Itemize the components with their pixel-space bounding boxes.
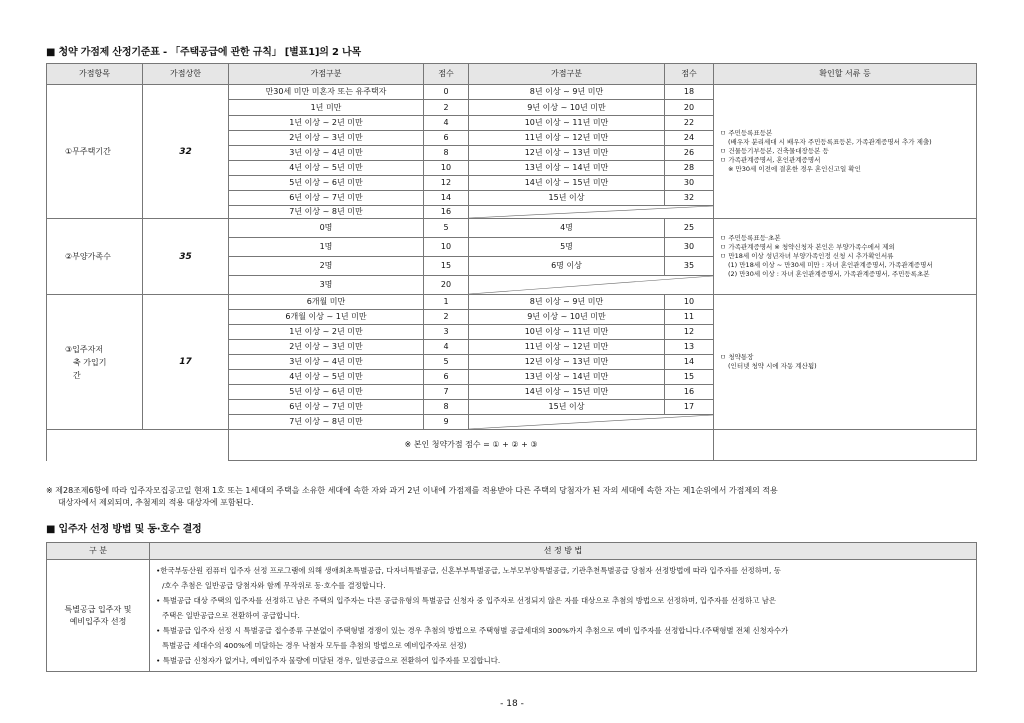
document-line: (배우자 분리세대 시 배우자 주민등록표등본, 가족관계증명서 추가 제출) — [728, 138, 932, 146]
document-line: ㅁ 청약통장 — [720, 353, 754, 361]
category-left: 1명 — [229, 238, 424, 257]
header-method: 선 정 방 법 — [150, 543, 977, 560]
score-row — [47, 295, 977, 310]
category-right: 13년 이상 ~ 14년 미만 — [469, 370, 665, 385]
empty-diagonal-cell — [469, 276, 714, 295]
score-left: 6 — [424, 370, 469, 385]
score-right: 30 — [665, 238, 714, 257]
score-left: 7 — [424, 385, 469, 400]
scoring-table-header — [47, 64, 977, 85]
scoring-table — [46, 63, 977, 461]
score-right: 28 — [665, 161, 714, 176]
score-right: 17 — [665, 400, 714, 415]
category-left: 2년 이상 ~ 3년 미만 — [229, 340, 424, 355]
category-left: 6년 이상 ~ 7년 미만 — [229, 191, 424, 206]
total-score-formula: ※ 본인 청약가점 점수 = ① + ② + ③ — [229, 430, 714, 461]
category-right: 13년 이상 ~ 14년 미만 — [469, 161, 665, 176]
selection-method-table — [46, 542, 977, 672]
document-line: (1) 만18세 이상 ~ 만30세 미만 : 자녀 혼인관계증명서, 가족관계증명서 — [728, 261, 933, 269]
category-left: 1년 이상 ~ 2년 미만 — [229, 116, 424, 131]
score-right: 13 — [665, 340, 714, 355]
score-right: 11 — [665, 310, 714, 325]
header-category-1: 가점구분 — [229, 64, 424, 85]
score-right: 24 — [665, 131, 714, 146]
category-left: 5년 이상 ~ 6년 미만 — [229, 385, 424, 400]
document-line: ㅁ 건물등기부등본, 건축물대장등본 등 — [720, 147, 829, 155]
score-left: 10 — [424, 161, 469, 176]
header-max: 가점상한 — [143, 64, 229, 85]
category-left: 만30세 미만 미혼자 또는 유주택자 — [229, 85, 424, 100]
category-left: 7년 이상 ~ 8년 미만 — [229, 206, 424, 219]
empty-diagonal-cell — [469, 415, 714, 430]
document-line: ㅁ 주민등록표등·초본 — [720, 234, 781, 242]
header-item: 가점항목 — [47, 64, 143, 85]
category-right: 9년 이상 ~ 10년 미만 — [469, 100, 665, 116]
score-right: 14 — [665, 355, 714, 370]
score-left: 8 — [424, 146, 469, 161]
category-right: 4명 — [469, 219, 665, 238]
score-max: 35 — [143, 219, 229, 295]
documents-list — [714, 295, 977, 430]
method-line: /호수 추첨은 일반공급 당첨자와 함께 무작위로 동·호수를 결정합니다. — [162, 581, 386, 590]
category-left: 7년 이상 ~ 8년 미만 — [229, 415, 424, 430]
method-line: •한국부동산원 컴퓨터 입주자 선정 프로그램에 의해 생애최초특별공급, 다자녀특별공급, 신혼부부특별공급, 노부모부양특별공급, 기관추천특별공급 당첨자 선정방법에 따라 입주자를 선정하며, 동 — [156, 566, 781, 575]
documents-list — [714, 219, 977, 295]
score-max: 32 — [143, 85, 229, 219]
category-left: 6개월 미만 — [229, 295, 424, 310]
header-score-2: 점수 — [665, 64, 714, 85]
category-left: 2년 이상 ~ 3년 미만 — [229, 131, 424, 146]
score-left: 0 — [424, 85, 469, 100]
category-left: 4년 이상 ~ 5년 미만 — [229, 161, 424, 176]
category-right: 5명 — [469, 238, 665, 257]
score-right: 20 — [665, 100, 714, 116]
score-left: 1 — [424, 295, 469, 310]
score-right: 26 — [665, 146, 714, 161]
category-right: 11년 이상 ~ 12년 미만 — [469, 340, 665, 355]
score-left: 16 — [424, 206, 469, 219]
document-line: ※ 만30세 이전에 결혼한 경우 혼인신고일 확인 — [728, 165, 861, 173]
score-left: 9 — [424, 415, 469, 430]
category-right: 10년 이상 ~ 11년 미만 — [469, 325, 665, 340]
category-right: 15년 이상 — [469, 191, 665, 206]
category-right: 15년 이상 — [469, 400, 665, 415]
score-max: 17 — [143, 295, 229, 430]
score-left: 3 — [424, 325, 469, 340]
header-documents: 확인할 서류 등 — [714, 64, 977, 85]
score-left: 4 — [424, 340, 469, 355]
selection-description — [150, 560, 977, 672]
score-left: 6 — [424, 131, 469, 146]
score-left: 8 — [424, 400, 469, 415]
scoring-note — [46, 485, 976, 509]
category-right: 10년 이상 ~ 11년 미만 — [469, 116, 665, 131]
category-left: 6년 이상 ~ 7년 미만 — [229, 400, 424, 415]
category-right: 12년 이상 ~ 13년 미만 — [469, 355, 665, 370]
category-left: 0명 — [229, 219, 424, 238]
section-title-selection: ■ 입주자 선정 방법 및 동·호수 결정 — [46, 524, 202, 535]
header-category-2: 가점구분 — [469, 64, 665, 85]
category-left: 3년 이상 ~ 4년 미만 — [229, 355, 424, 370]
document-line: ㅁ 가족관계증명서, 혼인관계증명서 — [720, 156, 821, 164]
document-line: ㅁ 가족관계증명서 ※ 청약신청자 본인은 부양가족수에서 제외 — [720, 243, 895, 251]
score-right: 30 — [665, 176, 714, 191]
method-line: 주택은 일반공급으로 전환하여 공급합니다. — [162, 611, 300, 620]
score-right: 12 — [665, 325, 714, 340]
method-line: • 특별공급 입주자 선정 시 특별공급 접수종류 구분없이 주택형별 경쟁이 있는 경우 추첨의 방법으로 주택형별 공급세대의 300%까지 추첨으로 예비 입주자를 선정합니다.(주택형별 전체 신청자수가 — [156, 626, 789, 635]
page-number: - 18 - — [500, 699, 524, 709]
category-right: 14년 이상 ~ 15년 미만 — [469, 176, 665, 191]
category-right: 8년 이상 ~ 9년 미만 — [469, 295, 665, 310]
category-left: 4년 이상 ~ 5년 미만 — [229, 370, 424, 385]
documents-list — [714, 85, 977, 219]
score-right: 32 — [665, 191, 714, 206]
document-line: (인터넷 청약 시에 자동 계산됨) — [728, 362, 817, 370]
score-right: 18 — [665, 85, 714, 100]
empty-diagonal-cell — [469, 206, 714, 219]
score-left: 5 — [424, 219, 469, 238]
score-item-label: ③입주자저 축 가입기 간 — [47, 295, 143, 430]
score-left: 12 — [424, 176, 469, 191]
category-left: 3명 — [229, 276, 424, 295]
category-right: 6명 이상 — [469, 257, 665, 276]
selection-label: 특별공급 입주자 및 예비입주자 선정 — [47, 560, 150, 672]
score-right: 22 — [665, 116, 714, 131]
note-line: ※ 제28조제6항에 따라 입주자모집공고일 현재 1호 또는 1세대의 주택을 소유한 세대에 속한 자와 과거 2년 이내에 가점제를 적용받아 다른 주택의 당첨자가 된 자의 세대에 속한 자는 제1순위에서 가점제의 적용 — [46, 486, 778, 495]
category-left: 3년 이상 ~ 4년 미만 — [229, 146, 424, 161]
document-line: ㅁ 만18세 이상 성년자녀 부양가족인정 신청 시 추가확인서류 — [720, 252, 894, 260]
category-right: 14년 이상 ~ 15년 미만 — [469, 385, 665, 400]
method-line: • 특별공급 대상 주택의 입주자를 선정하고 남은 주택의 입주자는 다른 공급유형의 특별공급 신청자 중 입주자로 선정되지 않은 자를 대상으로 추첨의 방법으로 선정하며, 입주자를 선정하고 남은 — [156, 596, 776, 605]
score-left: 5 — [424, 355, 469, 370]
category-right: 9년 이상 ~ 10년 미만 — [469, 310, 665, 325]
score-right: 25 — [665, 219, 714, 238]
score-left: 20 — [424, 276, 469, 295]
document-line: ㅁ 주민등록표등본 — [720, 129, 773, 137]
score-left: 2 — [424, 310, 469, 325]
score-row — [47, 85, 977, 100]
category-left: 5년 이상 ~ 6년 미만 — [229, 176, 424, 191]
score-row — [47, 219, 977, 238]
header-division: 구 분 — [47, 543, 150, 560]
note-line: 대상자에서 제외되며, 추첨제의 적용 대상자에 포함된다. — [58, 498, 254, 507]
category-left: 1년 이상 ~ 2년 미만 — [229, 325, 424, 340]
header-score-1: 점수 — [424, 64, 469, 85]
document-line: (2) 만30세 이상 : 자녀 혼인관계증명서, 가족관계증명서, 주민등록초본 — [728, 270, 930, 278]
score-right: 16 — [665, 385, 714, 400]
category-right: 11년 이상 ~ 12년 미만 — [469, 131, 665, 146]
category-left: 2명 — [229, 257, 424, 276]
category-right: 12년 이상 ~ 13년 미만 — [469, 146, 665, 161]
category-right: 8년 이상 ~ 9년 미만 — [469, 85, 665, 100]
category-left: 1년 미만 — [229, 100, 424, 116]
method-line: 특별공급 세대수의 400%에 미달하는 경우 낙첨자 모두를 추첨의 방법으로 예비입주자로 선정) — [162, 641, 467, 650]
score-left: 4 — [424, 116, 469, 131]
score-right: 35 — [665, 257, 714, 276]
method-line: • 특별공급 신청자가 없거나, 예비입주자 물량에 미달된 경우, 일반공급으로 전환하여 입주자를 모집합니다. — [156, 656, 501, 665]
score-left: 10 — [424, 238, 469, 257]
score-left: 15 — [424, 257, 469, 276]
score-right: 15 — [665, 370, 714, 385]
score-item-label: ①무주택기간 — [47, 85, 143, 219]
section-title-scoring: ■ 청약 가점제 산정기준표 - 「주택공급에 관한 규칙」 [별표1]의 2 나목 — [46, 47, 361, 58]
score-item-label: ②부양가족수 — [47, 219, 143, 295]
category-left: 6개월 이상 ~ 1년 미만 — [229, 310, 424, 325]
score-right: 10 — [665, 295, 714, 310]
score-left: 14 — [424, 191, 469, 206]
score-left: 2 — [424, 100, 469, 116]
